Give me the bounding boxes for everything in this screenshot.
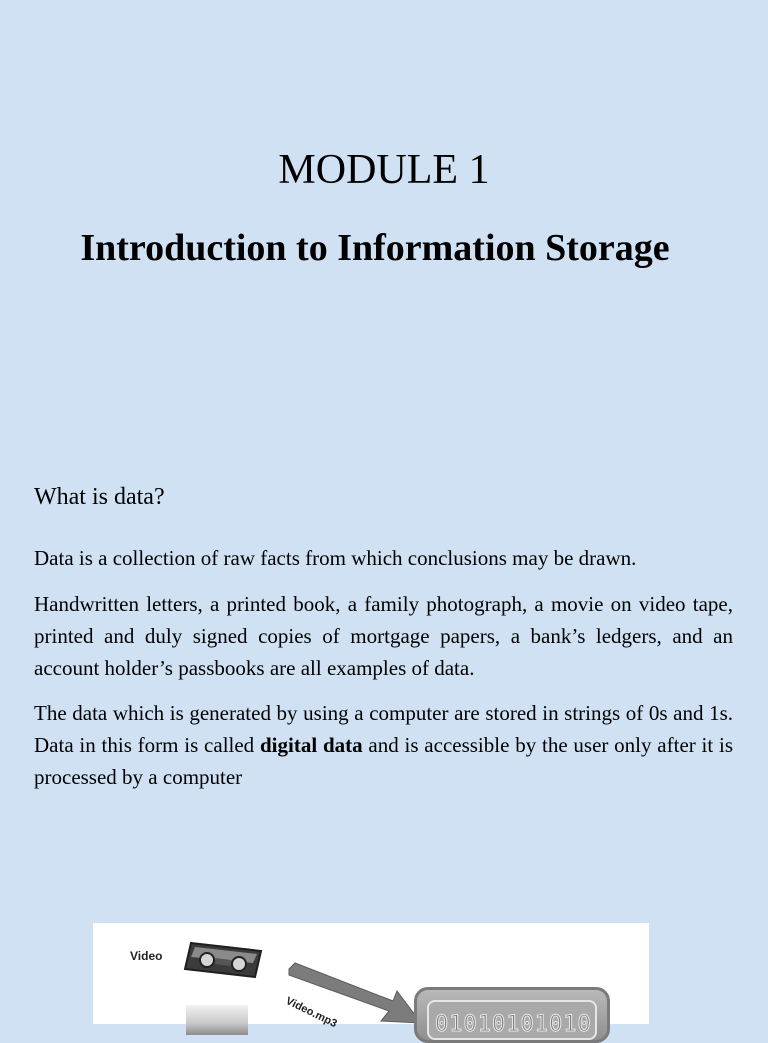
video-mp3-label: Video.mp3 (283, 995, 339, 1031)
examples-paragraph: Handwritten letters, a printed book, a family photograph, a movie on video tape, printed and duly signed copies of mortgage papers, a bank’s ledgers, and an account holder’s passbooks are all examples of data. (34, 592, 733, 680)
photo-thumbnail (186, 1005, 248, 1035)
binary-digits: 01010101010 (435, 1012, 592, 1037)
conversion-arrow-icon (289, 963, 429, 1033)
binary-data-box (414, 987, 610, 1043)
digital-data-text-end: and is accessible by the user only after it is processed by a computer (34, 733, 734, 789)
section-question: What is data? (34, 484, 165, 510)
digital-data-figure (93, 923, 649, 1037)
digital-data-paragraph (34, 697, 733, 793)
definition-paragraph: Data is a collection of raw facts from which conclusions may be drawn. (34, 546, 637, 570)
video-label: Video (130, 949, 163, 963)
binary-data-display (427, 1000, 597, 1040)
digital-data-term: digital data (259, 733, 363, 757)
module-title: MODULE 1 (278, 147, 490, 193)
digital-data-text-start: The data which is generated by using a computer are stored in strings of 0s and 1s. Data in this form is called (34, 701, 733, 757)
video-cassette-icon (181, 937, 265, 981)
page-title: Introduction to Information Storage (80, 227, 670, 269)
